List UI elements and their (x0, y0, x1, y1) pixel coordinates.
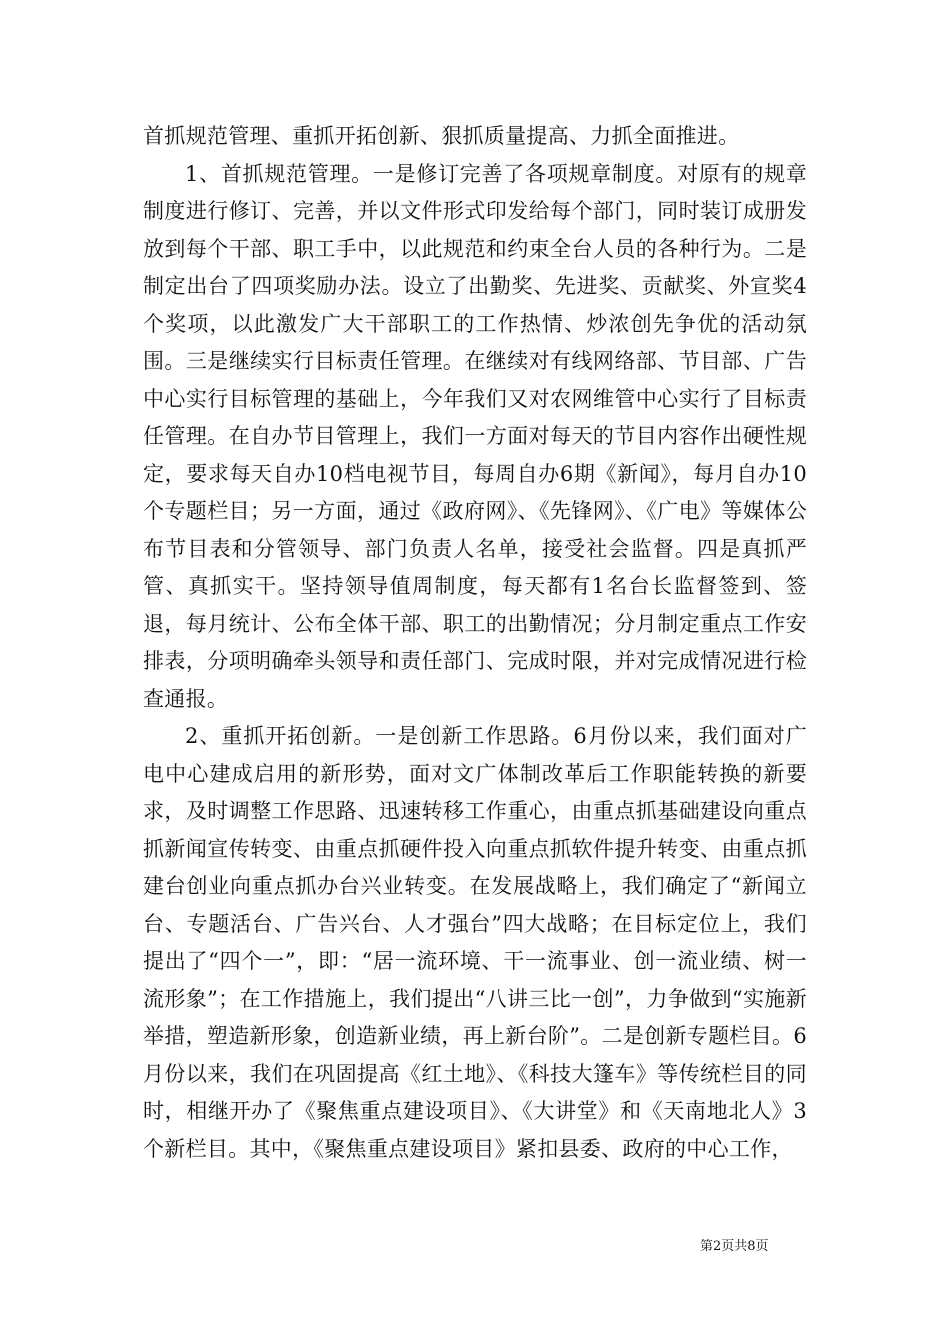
page-number-footer: 第2页共8页 (700, 1239, 769, 1254)
paragraph-section-1: 1、首抓规范管理。一是修订完善了各项规章制度。对原有的规章制度进行修订、完善，并以文件形式印发给每个部门，同时装订成册发放到每个干部、职工手中，以此规范和约束全台人员的各种行为。二是制定出台了四项奖励办法。设立了出勤奖、先进奖、贡献奖、外宣奖4个奖项，以此激发广大干部职工的工作热情、炒浓创先争优的活动氛围。三是继续实行目标责任管理。在继续对有线网络部、节目部、广告中心实行目标管理的基础上，今年我们又对农网维管中心实行了目标责任管理。在自办节目管理上，我们一方面对每天的节目内容作出硬性规定，要求每天自办10档电视节目，每周自办6期《新闻》，每月自办10个专题栏目；另一方面，通过《政府网》、《先锋网》、《广电》等媒体公布节目表和分管领导、部门负责人名单，接受社会监督。四是真抓严管、真抓实干。坚持领导值周制度，每天都有1名台长监督签到、签退，每月统计、公布全体干部、职工的出勤情况；分月制定重点工作安排表，分项明确牵头领导和责任部门、完成时限，并对完成情况进行检查通报。 (143, 161, 807, 711)
document-body (143, 118, 807, 1168)
paragraph-section-2: 2、重抓开拓创新。一是创新工作思路。6月份以来，我们面对广电中心建成启用的新形势，面对文广体制改革后工作职能转换的新要求，及时调整工作思路、迅速转移工作重心，由重点抓基础建设向重点抓新闻宣传转变、由重点抓硬件投入向重点抓软件提升转变、由重点抓建台创业向重点抓办台兴业转变。在发展战略上，我们确定了“新闻立台、专题活台、广告兴台、人才强台”四大战略；在目标定位上，我们提出了“四个一”，即：“居一流环境、干一流事业、创一流业绩、树一流形象”；在工作措施上，我们提出“八讲三比一创”，力争做到“实施新举措，塑造新形象，创造新业绩，再上新台阶”。二是创新专题栏目。6月份以来，我们在巩固提高《红土地》、《科技大篷车》等传统栏目的同时，相继开办了《聚焦重点建设项目》、《大讲堂》和《天南地北人》3个新栏目。其中，《聚焦重点建设项目》紧扣县委、政府的中心工作， (143, 724, 807, 1161)
paragraph-intro: 首抓规范管理、重抓开拓创新、狠抓质量提高、力抓全面推进。 (143, 124, 740, 148)
